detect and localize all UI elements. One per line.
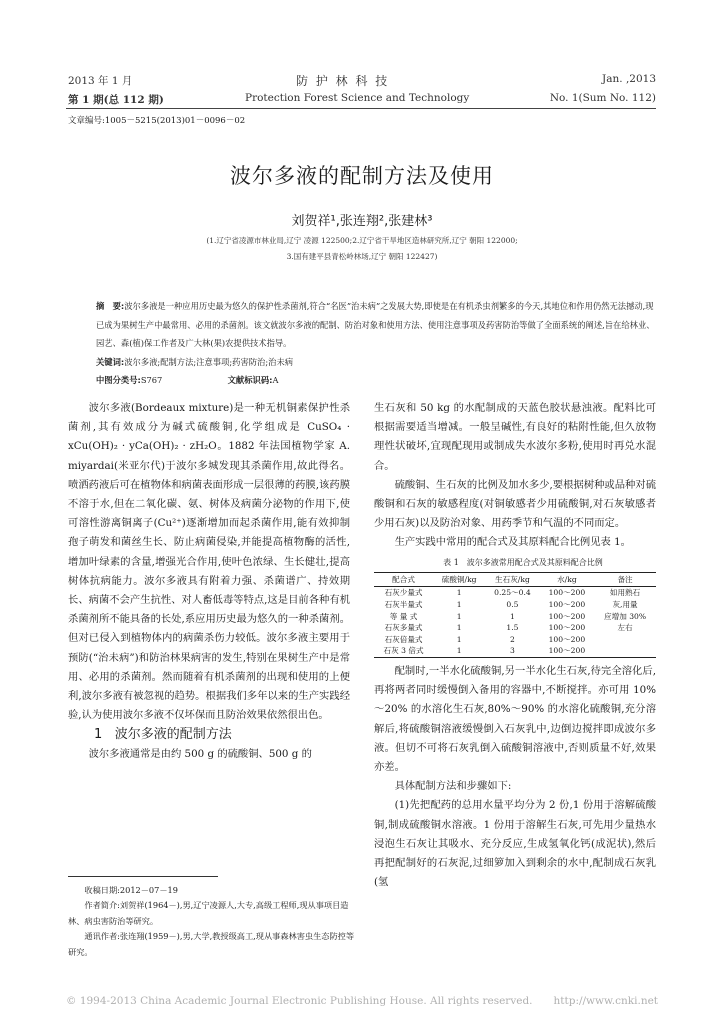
page-title: 波尔多液的配制方法及使用 <box>230 164 494 188</box>
doc-code-label: 文献标识码: <box>227 375 273 385</box>
table-cell: 1 <box>510 611 515 621</box>
table-row <box>374 587 656 599</box>
footnote <box>68 883 358 960</box>
left-column <box>68 399 350 764</box>
paragraph: 生产实践中常用的配合式及其原料配合比例见表 1。 <box>394 536 631 549</box>
table-header: 备注 <box>594 572 656 587</box>
table-cell: 100～200 <box>548 634 586 644</box>
table-cell: 1 <box>456 588 462 598</box>
paragraph: 配制时,一半水化硫酸铜,另一半水化生石灰,待完全溶化后,再将两者同时缓慢倒入备用的容器中,不断搅拌。亦可用 10%～20% 的水溶化生石灰,80%～90% 的水溶化硫酸铜,充分溶解后,将硫酸铜溶液缓慢倒入石灰乳中,边倒边搅拌即成波尔多液。但切不可将石灰乳倒入硫酸铜溶液中,否则质量不好,效果亦差。 <box>374 664 656 773</box>
received-date: 收稿日期:2012－07－19 <box>84 885 178 895</box>
table-cell: 石灰半量式 <box>384 600 423 610</box>
paragraph: 生石灰和 50 kg 的水配制成的天蓝色胶状悬浊液。配料比可根据需要适当增减。一般呈碱性,有良好的粘附性能,但久放物理性状破坏,宜现配现用或制成失水波尔多粉,使用时再兑水混合。 <box>374 402 656 472</box>
table-cell: 1 <box>456 634 462 644</box>
table-cell: 1 <box>456 623 462 633</box>
table-cell: 石灰倍量式 <box>384 634 423 644</box>
header-journal-cn: 防 护 林 科 技 <box>296 74 390 88</box>
affiliation-line-2: 3.国有建平县青松岭林场,辽宁 朝阳 122427) <box>286 252 438 261</box>
section-number: 1 <box>94 727 103 743</box>
table-cell: 1 <box>456 611 462 621</box>
table-cell: 2 <box>510 634 515 644</box>
abstract <box>96 297 656 390</box>
table-cell <box>594 634 656 646</box>
article-number: 文章编号:1005－5215(2013)01－0096－02 <box>68 116 246 126</box>
table-cell: 石灰多量式 <box>384 623 423 633</box>
table-cell: 100～200 <box>548 623 586 633</box>
table-cell: 1.5 <box>506 623 519 633</box>
table-row <box>374 622 656 634</box>
table-cell: 石灰少量式 <box>384 588 423 598</box>
keywords-label: 关键词: <box>96 356 125 367</box>
table-cell: 左右 <box>617 623 633 633</box>
clc-value: S767 <box>140 375 163 385</box>
paragraph: 波尔多液(Bordeaux mixture)是一种无机铜素保护性杀菌剂,其有效成分为碱式硫酸铜,化学组成是 CuSO₄ · xCu(OH)₂ · yCa(OH)₂ · zH₂O。1882 年法国植物学家 A. miyardai(米亚尔代)于波尔多城发现其杀菌作用,故此得名。喷洒药液后可在植物体和病菌表面形成一层很薄的药膜,该药膜不溶于水,但在二氧化碳、氨、树体及病菌分泌物的作用下,使可溶性游离铜离子(Cu²⁺)逐渐增加而起杀菌作用,能有效抑制孢子萌发和菌丝生长、防止病菌侵染,并能提高植物酶的活性,增加叶绿素的含量,增强光合作用,使叶色浓绿、生长健壮,提高树体抗病能力。波尔多液具有附着力强、杀菌谱广、持效期长、病菌不会产生抗性、对人畜低毒等特点,这是目前各种有机杀菌剂所不能具备的长处,系应用历史最为悠久的一种杀菌剂。但对已侵入到植物体内的病菌杀伤力较低。波尔多液主要用于预防(“治未病”)和防治林果病害的发生,特别在果树生产中是常用、必用的杀菌剂。然而随着有机杀菌剂的出现和使用的上便利,波尔多液有被忽视的趋势。根据我们多年以来的生产实践经验,认为使用波尔多液不仅坏保而且防治效果依然很出色。 <box>68 402 350 722</box>
table-row <box>374 634 656 646</box>
paragraph: 波尔多液通常是由约 500 g 的硫酸铜、500 g 的 <box>88 747 312 760</box>
abstract-label: 摘 要: <box>96 301 125 311</box>
header-no-en: No. 1(Sum No. 112) <box>549 92 656 104</box>
author-intro: 作者简介:刘贺祥(1964－),男,辽宁凌源人,大专,高级工程师,现从事项目造林、病虫害防治等研究。 <box>68 900 349 926</box>
table-cell: 石灰 3 倍式 <box>374 645 433 657</box>
table-row <box>374 645 656 657</box>
section-title: 波尔多液的配制方法 <box>114 727 232 743</box>
header-issue: 第 1 期(总 112 期) <box>68 94 164 106</box>
affiliation-line-1: (1.辽宁省凌源市林业局,辽宁 凌源 122500;2.辽宁省干旱地区造林研究所,辽宁 朝阳 122000; <box>206 236 518 245</box>
right-column <box>374 399 656 892</box>
table-cell <box>594 645 656 657</box>
table-row <box>374 611 656 623</box>
paragraph: (1)先把配药的总用水量平均分为 2 份,1 份用于溶解硫酸铜,制成硫酸铜水溶液。1 份用于溶解生石灰,可先用少量热水浸泡生石灰让其吸水、充分反应,生成氢氧化钙(成泥状),然后再把配制好的石灰泥,过细箩加入到剩余的水中,配制成石灰乳(氢 <box>374 799 656 889</box>
paragraph: 硫酸铜、生石灰的比例及加水多少,要根据树种或品种对硫酸铜和石灰的敏感程度(对铜敏感者少用硫酸铜,对石灰敏感者少用石灰)以及防治对象、用药季节和气温的不同而定。 <box>374 478 656 530</box>
copyright-footer: © 1994-2013 China Academic Journal Electronic Publishing House. All rights reserved. http://www.cnki.net <box>65 995 659 1007</box>
abstract-text: 波尔多液是一种应用历史最为悠久的保护性杀菌剂,符合“名医”治未病”之发展大势,即使是在有机杀虫剂繁多的今天,其地位和作用仍然无法撼动,现已成为果树生产中最常用、必用的杀菌剂。该文就波尔多液的配制、防治对象和使用方法、使用注意事项及药害防治等做了全面系统的阐述,旨在给林业、园艺、森(植)保工作者及广大林(果)农提供技术指导。 <box>96 301 655 348</box>
paragraph: 具体配制方法和步骤如下: <box>394 780 512 793</box>
ratio-table <box>374 572 656 658</box>
table-cell: 100～200 <box>548 611 586 621</box>
corresponding-author: 通讯作者:张连翔(1959－),男,大学,教授级高工,现从事森林害虫生态防控等研究。 <box>68 931 355 957</box>
table-header: 水/kg <box>540 572 594 587</box>
table-cell: 1 <box>456 600 462 610</box>
table-cell: 应增加 30% <box>604 611 647 621</box>
header-year-month: 2013 年 1 月 <box>68 75 133 87</box>
table-header: 生石灰/kg <box>485 572 539 587</box>
table-caption: 表 1 波尔多液常用配合式及其原料配合比例 <box>443 557 603 567</box>
table-cell: 100～200 <box>548 600 586 610</box>
header-rule <box>66 108 656 109</box>
doc-code-value: A <box>272 375 279 385</box>
footnote-rule <box>68 876 218 877</box>
table-cell: 等 量 式 <box>389 611 418 621</box>
table-cell: 1 <box>433 645 485 657</box>
table-cell: 100～200 <box>548 588 586 598</box>
authors: 刘贺祥¹,张连翔²,张建林³ <box>291 214 433 229</box>
table-header: 配合式 <box>374 572 433 587</box>
table-cell: 如用熟石 <box>609 588 641 598</box>
keywords: 波尔多液;配制方法;注意事项;药害防治;治未病 <box>124 356 294 367</box>
table-cell: 0.25～0.4 <box>494 588 531 598</box>
table-cell: 灰,用量 <box>612 600 638 610</box>
table-cell: 100～200 <box>540 645 594 657</box>
section-heading <box>68 725 350 744</box>
table-header: 硫酸铜/kg <box>433 572 485 587</box>
table-row <box>374 599 656 611</box>
header-date-en: Jan. ,2013 <box>602 73 656 85</box>
table-cell: 3 <box>485 645 539 657</box>
clc-label: 中图分类号: <box>96 375 141 385</box>
table-cell: 0.5 <box>506 600 519 610</box>
header-journal-en: Protection Forest Science and Technology <box>245 92 470 104</box>
